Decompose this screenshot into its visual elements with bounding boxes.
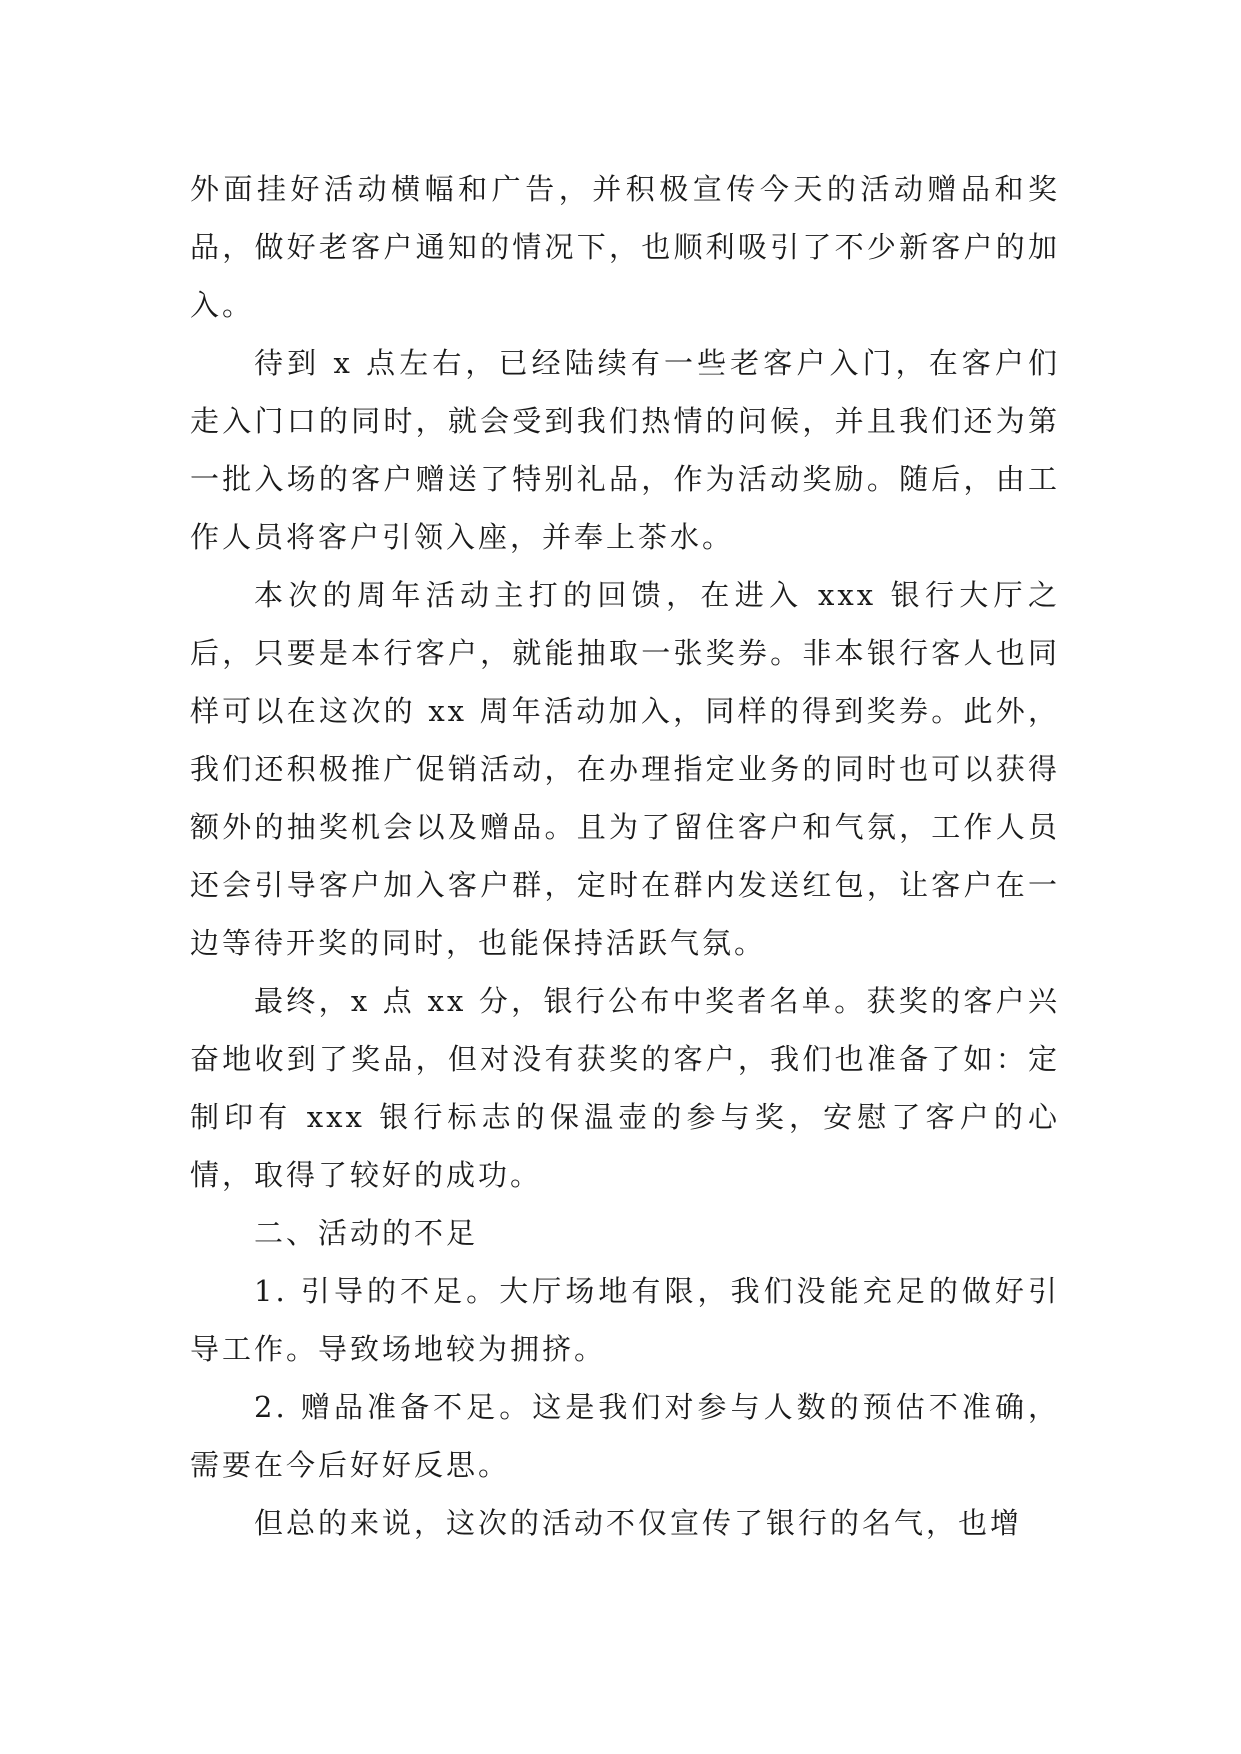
- paragraph-anniversary-rewards: 本次的周年活动主打的回馈，在进入 xxx 银行大厅之后，只要是本行客户，就能抽取一张奖券。非本银行客人也同样可以在这次的 xx 周年活动加入，同样的得到奖券。此外，我们还积极推广促销活动，在办理指定业务的同时也可以获得额外的抽奖机会以及赠品。且为了留住客户和气氛，工作人员还会引导客户加入客户群，定时在群内发送红包，让客户在一边等待开奖的同时，也能保持活跃气氛。: [190, 578, 1060, 960]
- list-item-gift-shortfall: 2. 赠品准备不足。这是我们对参与人数的预估不准确，需要在今后好好反思。: [190, 1390, 1060, 1482]
- paragraph-winner-announcement: 最终，x 点 xx 分，银行公布中奖者名单。获奖的客户兴奋地收到了奖品，但对没有获奖的客户，我们也准备了如：定制印有 xxx 银行标志的保温壶的参与奖，安慰了客户的心情，取得了较好的成功。: [190, 984, 1060, 1192]
- paragraph-intro-continuation: 外面挂好活动横幅和广告，并积极宣传今天的活动赠品和奖品，做好老客户通知的情况下，也顺利吸引了不少新客户的加入。: [190, 172, 1060, 322]
- section-heading-shortcomings: 二、活动的不足: [254, 1216, 479, 1250]
- paragraph-customer-arrival: 待到 x 点左右，已经陆续有一些老客户入门，在客户们走入门口的同时，就会受到我们热情的问候，并且我们还为第一批入场的客户赠送了特别礼品，作为活动奖励。随后，由工作人员将客户引领入座，并奉上茶水。: [190, 346, 1060, 554]
- paragraph-summary: 但总的来说，这次的活动不仅宣传了银行的名气，也增: [254, 1506, 1023, 1540]
- list-item-guidance-shortfall: 1. 引导的不足。大厅场地有限，我们没能充足的做好引导工作。导致场地较为拥挤。: [190, 1274, 1060, 1366]
- document-body: [190, 160, 1060, 1552]
